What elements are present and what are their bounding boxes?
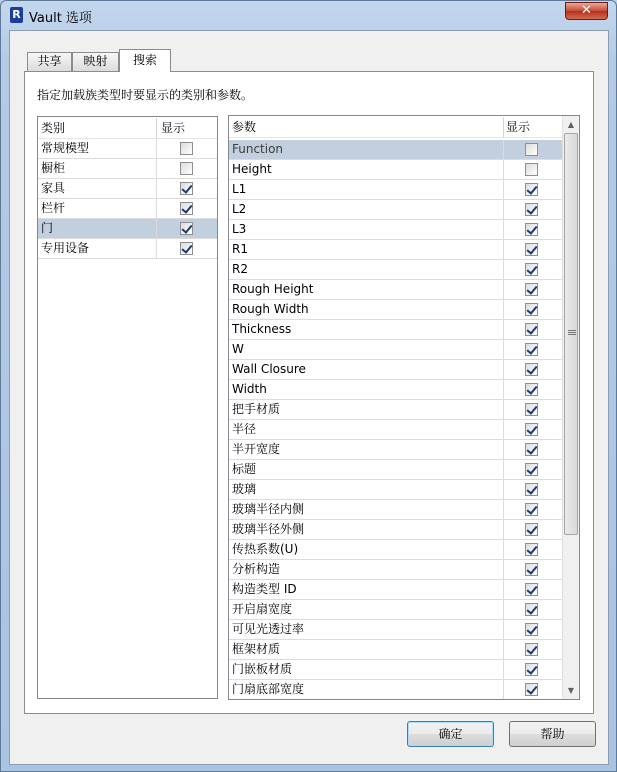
table-row[interactable] bbox=[229, 400, 563, 420]
row-name: 玻璃 bbox=[232, 482, 257, 496]
show-checkbox-checked[interactable] bbox=[525, 683, 538, 696]
row-name: 标题 bbox=[232, 462, 257, 476]
row-name: Rough Width bbox=[232, 302, 309, 316]
show-checkbox-unchecked[interactable] bbox=[525, 163, 538, 176]
cell-divider bbox=[156, 179, 157, 198]
row-name: Function bbox=[232, 142, 284, 156]
cell-divider bbox=[503, 440, 504, 459]
title-bar[interactable] bbox=[1, 1, 616, 29]
row-name: L1 bbox=[232, 182, 247, 196]
show-checkbox-checked[interactable] bbox=[525, 283, 538, 296]
table-row[interactable] bbox=[229, 640, 563, 660]
table-row[interactable] bbox=[229, 340, 563, 360]
table-row[interactable] bbox=[38, 179, 217, 199]
table-row[interactable] bbox=[229, 300, 563, 320]
help-button[interactable]: 帮助 bbox=[509, 721, 596, 747]
row-name: 把手材质 bbox=[232, 402, 281, 416]
cell-divider bbox=[503, 240, 504, 259]
cell-divider bbox=[503, 220, 504, 239]
cell-divider bbox=[503, 340, 504, 359]
row-name: 门 bbox=[41, 221, 54, 235]
row-name: 构造类型 ID bbox=[232, 582, 297, 596]
row-name: 玻璃半径内侧 bbox=[232, 502, 305, 516]
row-name: Height bbox=[232, 162, 272, 176]
cell-divider bbox=[156, 199, 157, 218]
row-name: 可见光透过率 bbox=[232, 622, 305, 636]
tab-search[interactable]: 搜索 bbox=[119, 49, 171, 72]
table-row[interactable] bbox=[38, 239, 217, 259]
cell-divider bbox=[503, 420, 504, 439]
show-checkbox-checked[interactable] bbox=[525, 563, 538, 576]
parameter-show-column-header[interactable]: 显示 bbox=[506, 120, 531, 134]
category-column-header[interactable]: 类别 bbox=[41, 121, 66, 135]
scroll-up-arrow-icon[interactable]: ▲ bbox=[567, 120, 575, 129]
cell-divider bbox=[503, 600, 504, 619]
instruction-text: 指定加载族类型时要显示的类别和参数。 bbox=[37, 88, 254, 102]
cell-divider bbox=[503, 640, 504, 659]
show-checkbox-checked[interactable] bbox=[525, 503, 538, 516]
row-name: W bbox=[232, 342, 244, 356]
show-checkbox-unchecked[interactable] bbox=[525, 143, 538, 156]
search-tab-panel bbox=[24, 71, 594, 714]
table-row[interactable] bbox=[229, 620, 563, 640]
ok-button[interactable]: 确定 bbox=[407, 721, 494, 747]
parameter-rows bbox=[229, 116, 563, 699]
parameter-grid[interactable] bbox=[228, 115, 580, 700]
table-row[interactable] bbox=[229, 220, 563, 240]
table-row[interactable] bbox=[229, 240, 563, 260]
grip-icon bbox=[568, 330, 576, 331]
table-row[interactable] bbox=[229, 160, 563, 180]
show-checkbox-checked[interactable] bbox=[525, 243, 538, 256]
show-checkbox-checked[interactable] bbox=[525, 323, 538, 336]
table-row[interactable] bbox=[38, 139, 217, 159]
table-row[interactable] bbox=[229, 380, 563, 400]
row-name: R1 bbox=[232, 242, 248, 256]
cell-divider bbox=[503, 520, 504, 539]
table-row[interactable] bbox=[38, 159, 217, 179]
table-row[interactable] bbox=[229, 460, 563, 480]
show-checkbox-checked[interactable] bbox=[180, 182, 193, 195]
show-checkbox-checked[interactable] bbox=[525, 443, 538, 456]
tab-mapping[interactable]: 映射 bbox=[72, 52, 119, 71]
show-checkbox-checked[interactable] bbox=[525, 303, 538, 316]
window-title: Vault 选项 bbox=[29, 11, 92, 26]
row-name: 玻璃半径外侧 bbox=[232, 522, 305, 536]
cell-divider bbox=[503, 380, 504, 399]
row-name: 门扇底部宽度 bbox=[232, 682, 305, 696]
table-row[interactable] bbox=[229, 680, 563, 699]
table-row[interactable] bbox=[229, 180, 563, 200]
show-checkbox-unchecked[interactable] bbox=[180, 162, 193, 175]
row-name: 半径 bbox=[232, 422, 257, 436]
cell-divider bbox=[503, 200, 504, 219]
cell-divider bbox=[156, 159, 157, 178]
cell-divider bbox=[503, 500, 504, 519]
show-checkbox-checked[interactable] bbox=[525, 663, 538, 676]
scroll-down-arrow-icon[interactable]: ▼ bbox=[567, 686, 575, 695]
row-name: 分析构造 bbox=[232, 562, 281, 576]
show-checkbox-checked[interactable] bbox=[525, 423, 538, 436]
row-name: 橱柜 bbox=[41, 161, 66, 175]
show-checkbox-checked[interactable] bbox=[525, 583, 538, 596]
row-name: Thickness bbox=[232, 322, 292, 336]
table-row[interactable] bbox=[229, 280, 563, 300]
revit-app-icon: R bbox=[10, 7, 23, 23]
show-checkbox-checked[interactable] bbox=[525, 463, 538, 476]
cell-divider bbox=[503, 300, 504, 319]
row-name: 专用设备 bbox=[41, 241, 90, 255]
show-checkbox-checked[interactable] bbox=[525, 263, 538, 276]
show-checkbox-checked[interactable] bbox=[180, 222, 193, 235]
show-checkbox-checked[interactable] bbox=[525, 643, 538, 656]
cell-divider bbox=[156, 219, 157, 238]
table-row[interactable] bbox=[229, 200, 563, 220]
row-name: 常规模型 bbox=[41, 141, 90, 155]
cell-divider bbox=[503, 280, 504, 299]
table-row[interactable] bbox=[38, 219, 217, 239]
cell-divider bbox=[503, 580, 504, 599]
table-row[interactable] bbox=[229, 320, 563, 340]
row-name: Wall Closure bbox=[232, 362, 306, 376]
table-row[interactable] bbox=[229, 420, 563, 440]
show-checkbox-checked[interactable] bbox=[525, 343, 538, 356]
table-row[interactable] bbox=[38, 199, 217, 219]
cell-divider bbox=[503, 560, 504, 579]
cell-divider bbox=[503, 540, 504, 559]
table-row[interactable] bbox=[229, 480, 563, 500]
row-name: Width bbox=[232, 382, 267, 396]
cell-divider bbox=[503, 680, 504, 699]
table-row[interactable] bbox=[229, 660, 563, 680]
row-name: 开启扇宽度 bbox=[232, 602, 293, 616]
show-checkbox-checked[interactable] bbox=[525, 223, 538, 236]
table-row[interactable] bbox=[229, 520, 563, 540]
show-checkbox-checked[interactable] bbox=[525, 603, 538, 616]
cell-divider bbox=[503, 360, 504, 379]
table-row[interactable] bbox=[229, 600, 563, 620]
dialog-client-area bbox=[9, 30, 609, 765]
show-checkbox-checked[interactable] bbox=[525, 383, 538, 396]
row-name: 门嵌板材质 bbox=[232, 662, 293, 676]
tab-share[interactable]: 共享 bbox=[27, 52, 72, 71]
table-row[interactable] bbox=[229, 360, 563, 380]
cell-divider bbox=[503, 480, 504, 499]
table-row[interactable] bbox=[229, 560, 563, 580]
category-show-column-header[interactable]: 显示 bbox=[161, 121, 186, 135]
row-name: 传热系数(U) bbox=[232, 542, 299, 556]
show-checkbox-checked[interactable] bbox=[180, 242, 193, 255]
category-grid[interactable] bbox=[37, 116, 218, 699]
show-checkbox-checked[interactable] bbox=[525, 623, 538, 636]
table-row[interactable] bbox=[229, 540, 563, 560]
parameter-column-header[interactable]: 参数 bbox=[232, 120, 257, 134]
table-row[interactable] bbox=[229, 440, 563, 460]
show-checkbox-checked[interactable] bbox=[525, 183, 538, 196]
show-checkbox-checked[interactable] bbox=[525, 543, 538, 556]
show-checkbox-checked[interactable] bbox=[525, 523, 538, 536]
cell-divider bbox=[503, 320, 504, 339]
row-name: R2 bbox=[232, 262, 248, 276]
cell-divider bbox=[156, 239, 157, 258]
show-checkbox-checked[interactable] bbox=[525, 203, 538, 216]
table-row[interactable] bbox=[229, 260, 563, 280]
cell-divider bbox=[503, 620, 504, 639]
cell-divider bbox=[503, 400, 504, 419]
row-name: Rough Height bbox=[232, 282, 314, 296]
cell-divider bbox=[156, 139, 157, 158]
show-checkbox-checked[interactable] bbox=[525, 363, 538, 376]
row-name: L2 bbox=[232, 202, 247, 216]
scrollbar-thumb[interactable] bbox=[564, 133, 578, 535]
cell-divider bbox=[503, 160, 504, 179]
show-checkbox-unchecked[interactable] bbox=[180, 142, 193, 155]
table-row[interactable] bbox=[229, 500, 563, 520]
row-name: 框架材质 bbox=[232, 642, 281, 656]
cell-divider bbox=[503, 180, 504, 199]
row-name: L3 bbox=[232, 222, 247, 236]
cell-divider bbox=[503, 660, 504, 679]
row-name: 栏杆 bbox=[41, 201, 66, 215]
cell-divider bbox=[503, 460, 504, 479]
row-name: 半开宽度 bbox=[232, 442, 281, 456]
category-rows bbox=[38, 117, 217, 698]
show-checkbox-checked[interactable] bbox=[525, 403, 538, 416]
row-name: 家具 bbox=[41, 181, 66, 195]
close-button[interactable]: ✕ bbox=[565, 2, 608, 20]
cell-divider bbox=[503, 260, 504, 279]
table-row[interactable] bbox=[229, 140, 563, 160]
show-checkbox-checked[interactable] bbox=[180, 202, 193, 215]
parameter-scrollbar[interactable] bbox=[562, 116, 579, 699]
cell-divider bbox=[503, 140, 504, 159]
table-row[interactable] bbox=[229, 580, 563, 600]
show-checkbox-checked[interactable] bbox=[525, 483, 538, 496]
